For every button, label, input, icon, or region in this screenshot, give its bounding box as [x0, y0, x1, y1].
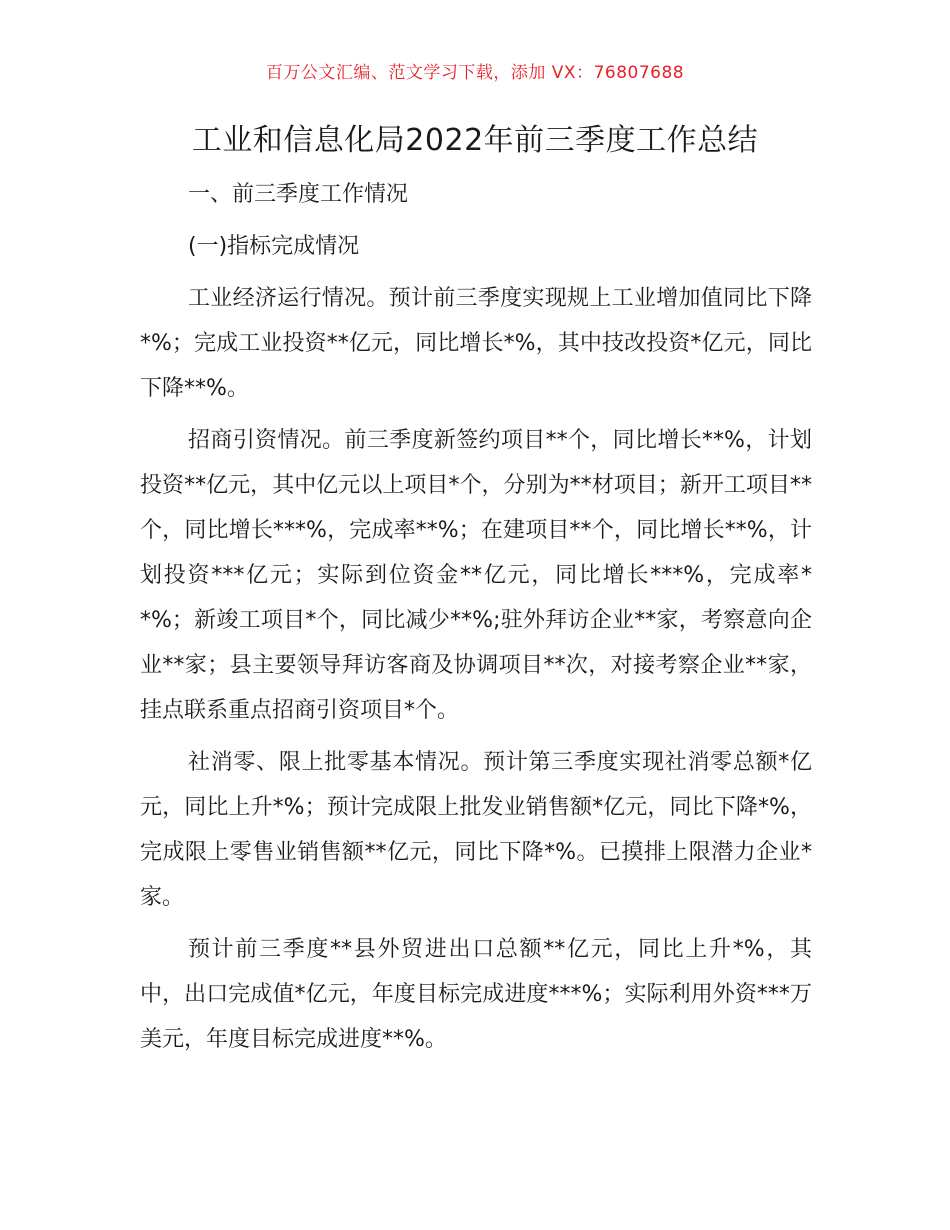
watermark-banner: 百万公文汇编、范文学习下载，添加 VX：76807688	[265, 63, 685, 83]
document-body	[140, 172, 812, 1069]
paragraph-foreign-trade: 预计前三季度**县外贸进出口总额**亿元，同比上升*%，其中，出口完成值*亿元，年度目标完成进度***%；实际利用外资***万美元，年度目标完成进度**%。	[140, 937, 812, 1052]
paragraph-investment-attraction: 招商引资情况。前三季度新签约项目**个，同比增长**%，计划投资**亿元，其中亿元以上项目*个，分别为**材项目；新开工项目**个，同比增长***%，完成率**%；在建项目**个，同比增长**%，计划投资***亿元；实际到位资金**亿元，同比增长***%，完成率**%；新竣工项目*个，同比减少**%;驻外拜访企业**家，考察意向企业**家；县主要领导拜访客商及协调项目**次，对接考察企业**家，挂点联系重点招商引资项目*个。	[140, 428, 812, 723]
paragraph-industrial-economy: 工业经济运行情况。预计前三季度实现规上工业增加值同比下降*%；完成工业投资**亿元，同比增长*%，其中技改投资*亿元，同比下降**%。	[140, 286, 812, 401]
section-heading: 一、前三季度工作情况	[188, 182, 409, 207]
subsection-heading: (一)指标完成情况	[188, 234, 360, 259]
paragraph-retail-consumption: 社消零、限上批零基本情况。预计第三季度实现社消零总额*亿元，同比上升*%；预计完成限上批发业销售额*亿元，同比下降*%，完成限上零售业销售额**亿元，同比下降*%。已摸排上限潜力企业*家。	[140, 750, 812, 910]
document-title: 工业和信息化局2022年前三季度工作总结	[191, 123, 759, 158]
